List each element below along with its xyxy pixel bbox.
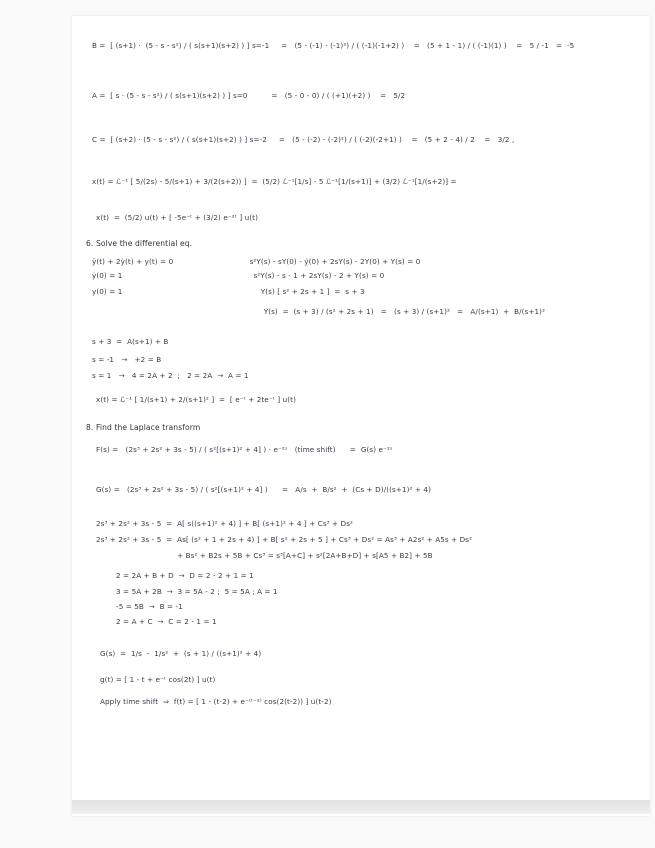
problem-8-heading: 8. Find the Laplace transform bbox=[86, 423, 201, 432]
problem-8-line-1: F(s) = (2s³ + 2s² + 3s - 5) / ( s²[(s+1)² + 4] ) · e⁻²ˢ (time shift) = G(s) e⁻²ˢ bbox=[96, 445, 393, 454]
eq-x-of-t-result: x(t) = (5/2) u(t) + [ -5e⁻ᵗ + (3/2) e⁻²ᵗ ] u(t) bbox=[96, 213, 258, 222]
problem-8-line-2: G(s) = (2s³ + 2s² + 3s - 5) / ( s²[(s+1)² + 4] ) = A/s + B/s² + (Cs + D)/((s+1)² + 4) bbox=[96, 485, 432, 494]
problem-8-line-6: 2 = 2A + B + D → D = 2 - 2 + 1 = 1 bbox=[116, 571, 254, 580]
problem-8-result: Apply time shift ⇒ f(t) = [ 1 - (t-2) + e⁻⁽ᵗ⁻²⁾ cos(2(t-2)) ] u(t-2) bbox=[100, 697, 332, 706]
problem-8-line-10: G(s) = 1/s - 1/s² + (s + 1) / ((s+1)² + 4) bbox=[100, 649, 262, 658]
problem-6-line-1: ÿ(t) + 2ẏ(t) + y(t) = 0 s²Y(s) - sY(0) - ẏ(0) + 2sY(s) - 2Y(0) + Y(s) = 0 bbox=[92, 257, 421, 266]
problem-6-line-4: Y(s) = (s + 3) / (s² + 2s + 1) = (s + 3) / (s+1)² = A/(s+1) + B/(s+1)² bbox=[92, 307, 546, 316]
problem-6-line-5: s + 3 = A(s+1) + B bbox=[92, 337, 169, 346]
eq-inverse-laplace: x(t) = ℒ⁻¹ [ 5/(2s) - 5/(s+1) + 3/(2(s+2)) ] = (5/2) ℒ⁻¹[1/s] - 5 ℒ⁻¹[1/(s+1)] + (3/2) ℒ⁻¹[1/(s+2)] = bbox=[92, 177, 457, 186]
eq-coefficient-a: A = [ s · (5 - s - s²) / ( s(s+1)(s+2) ) ] s=0 = (5 - 0 - 0) / ( (+1)(+2) ) = 5/2 bbox=[92, 91, 406, 100]
problem-8-line-7: 3 = 5A + 2B → 3 = 5A - 2 ; 5 = 5A ; A = 1 bbox=[116, 587, 278, 596]
problem-8-line-5: + Bs² + B2s + 5B + Cs³ = s³[A+C] + s²[2A+B+D] + s[A5 + B2] + 5B bbox=[96, 551, 433, 560]
problem-6-line-2: ẏ(0) = 1 s²Y(s) - s - 1 + 2sY(s) - 2 + Y(s) = 0 bbox=[92, 271, 385, 280]
problem-8-line-3: 2s³ + 2s² + 3s - 5 = A[ s((s+1)² + 4) ] + B[ (s+1)² + 4 ] + Cs³ + Ds² bbox=[96, 519, 354, 528]
problem-8-line-9: 2 = A + C → C = 2 - 1 = 1 bbox=[116, 617, 217, 626]
problem-6-line-7: s = 1 → 4 = 2A + 2 ; 2 = 2A → A = 1 bbox=[92, 371, 249, 380]
page-bottom-edge bbox=[72, 800, 650, 814]
problem-6-line-3: y(0) = 1 Y(s) [ s² + 2s + 1 ] = s + 3 bbox=[92, 287, 365, 296]
problem-6-result: x(t) = ℒ⁻¹ [ 1/(s+1) + 2/(s+1)² ] = [ e⁻ᵗ + 2te⁻ᵗ ] u(t) bbox=[96, 395, 297, 404]
eq-coefficient-c: C = [ (s+2) · (5 - s - s²) / ( s(s+1)(s+2) ) ] s=-2 = (5 - (-2) - (-2)²) / ( (-2)(-2+1) ) = (5 + 2 - 4) / 2 = 3/2 , bbox=[92, 135, 515, 144]
problem-6-heading: 6. Solve the differential eq. bbox=[86, 239, 193, 248]
problem-8-line-4: 2s³ + 2s² + 3s - 5 = As[ (s² + 1 + 2s + 4) ] + B[ s² + 2s + 5 ] + Cs³ + Ds² = As³ + A2s² + A5s + Ds² bbox=[96, 535, 473, 544]
problem-6-line-6: s = -1 → +2 = B bbox=[92, 355, 162, 364]
problem-8-line-8: -5 = 5B → B = -1 bbox=[116, 602, 183, 611]
problem-8-line-11: g(t) = [ 1 - t + e⁻ᵗ cos(2t) ] u(t) bbox=[100, 675, 216, 684]
eq-coefficient-b: B = [ (s+1) · (5 - s - s²) / ( s(s+1)(s+2) ) ] s=-1 = (5 - (-1) - (-1)²) / ( (-1)(-1+2) ) = (5 + 1 - 1) / ( (-1)(1) ) = 5 / -1 = -5 bbox=[92, 41, 575, 50]
